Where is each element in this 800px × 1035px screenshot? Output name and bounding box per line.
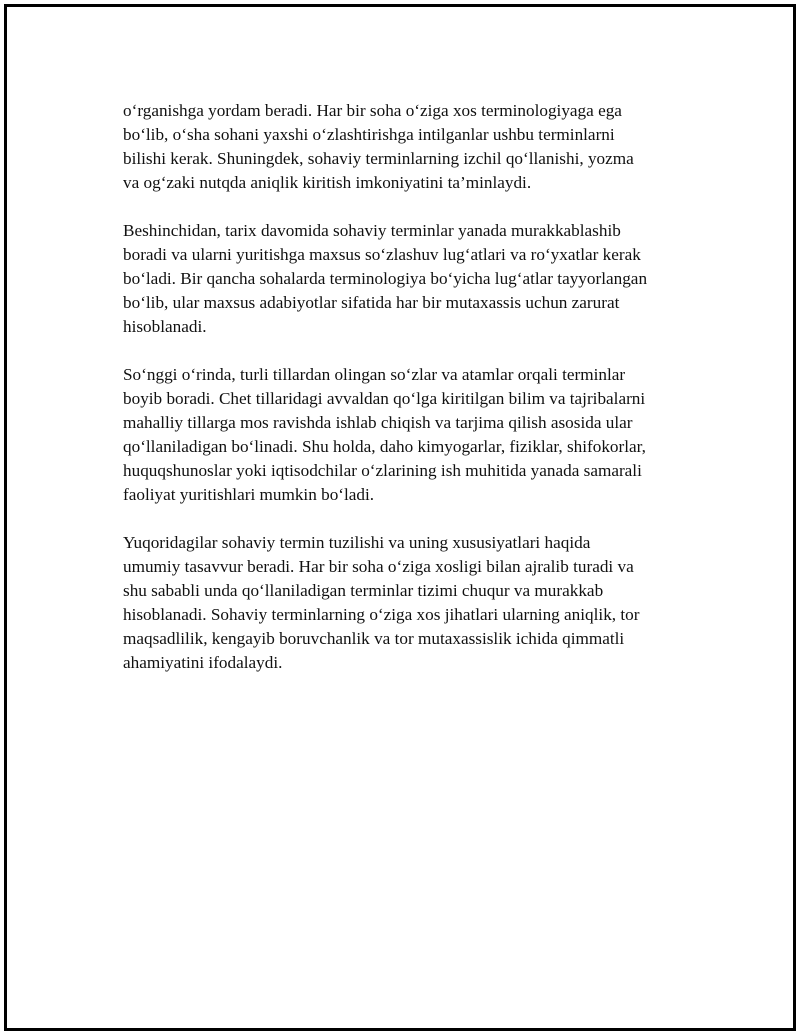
text-line: o‘rganishga yordam beradi. Har bir soha o‘ziga xos terminologiyaga ega (123, 101, 622, 120)
text-line: bo‘lib, o‘sha sohani yaxshi o‘zlashtirishga intilganlar ushbu terminlarni (123, 125, 615, 144)
document-body (123, 99, 703, 699)
text-line: ahamiyatini ifodalaydi. (123, 653, 283, 672)
text-line: boyib boradi. Chet tillaridagi avvaldan qo‘lga kiritilgan bilim va tajribalarni (123, 389, 646, 408)
text-line: bilishi kerak. Shuningdek, sohaviy terminlarning izchil qo‘llanishi, yozma (123, 149, 634, 168)
paragraph-2 (123, 219, 703, 339)
text-line: Beshinchidan, tarix davomida sohaviy terminlar yanada murakkablashib (123, 221, 621, 240)
text-line: maqsadlilik, kengayib boruvchanlik va tor mutaxassislik ichida qimmatli (123, 629, 625, 648)
text-line: boradi va ularni yuritishga maxsus so‘zlashuv lug‘atlari va ro‘yxatlar kerak (123, 245, 641, 264)
text-line: va og‘zaki nutqda aniqlik kiritish imkoniyatini ta’minlaydi. (123, 173, 532, 192)
text-line: mahalliy tillarga mos ravishda ishlab chiqish va tarjima qilish asosida ular (123, 413, 633, 432)
text-line: shu sababli unda qo‘llaniladigan terminlar tizimi chuqur va murakkab (123, 581, 604, 600)
text-line: Yuqoridagilar sohaviy termin tuzilishi va uning xususiyatlari haqida (123, 533, 591, 552)
text-line: hisoblanadi. (123, 317, 207, 336)
text-line: faoliyat yuritishlari mumkin bo‘ladi. (123, 485, 375, 504)
text-line: umumiy tasavvur beradi. Har bir soha o‘ziga xosligi bilan ajralib turadi va (123, 557, 634, 576)
paragraph-3 (123, 363, 703, 507)
text-line: So‘nggi o‘rinda, turli tillardan olingan so‘zlar va atamlar orqali terminlar (123, 365, 626, 384)
paragraph-1 (123, 99, 703, 195)
text-line: qo‘llaniladigan bo‘linadi. Shu holda, daho kimyogarlar, fiziklar, shifokorlar, (123, 437, 646, 456)
text-line: hisoblanadi. Sohaviy terminlarning o‘ziga xos jihatlari ularning aniqlik, tor (123, 605, 640, 624)
text-line: huquqshunoslar yoki iqtisodchilar o‘zlarining ish muhitida yanada samarali (123, 461, 642, 480)
paragraph-4 (123, 531, 703, 675)
text-line: bo‘ladi. Bir qancha sohalarda terminologiya bo‘yicha lug‘atlar tayyorlangan (123, 269, 648, 288)
text-line: bo‘lib, ular maxsus adabiyotlar sifatida har bir mutaxassis uchun zarurat (123, 293, 620, 312)
page-frame (4, 4, 796, 1031)
